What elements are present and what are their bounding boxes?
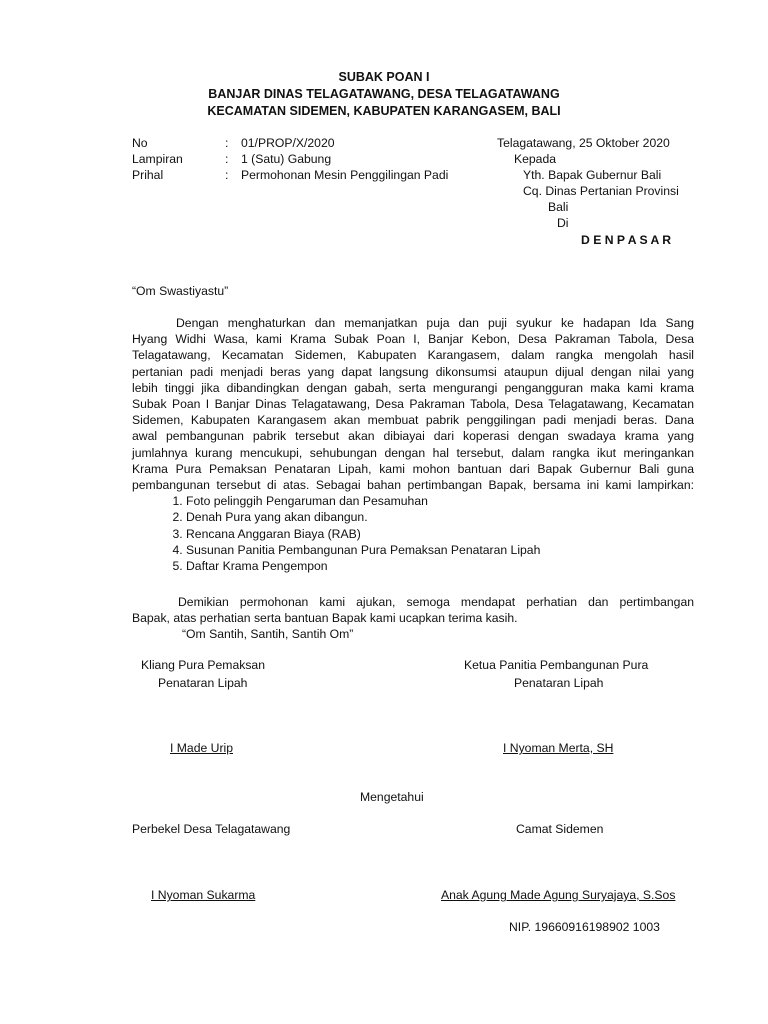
left-signatory-title-2: Penataran Lipah bbox=[158, 676, 248, 690]
right-signatory-name: I Nyoman Merta, SH bbox=[503, 741, 614, 755]
prihal-label: Prihal bbox=[132, 168, 164, 182]
closing-line: Bapak, atas perhatian serta bantuan Bapak kami ucapkan terima kasih. bbox=[132, 611, 518, 625]
perbekel-title: Perbekel Desa Telagatawang bbox=[132, 822, 291, 836]
closing-line: Demikian permohonan kami ajukan, semoga mendapat perhatian dan pertimbangan bbox=[178, 595, 694, 609]
body-line: Telagatawang, Kecamatan Sidemen, Kabupaten Karangasem, dalam rangka mengolah hasil bbox=[132, 348, 694, 363]
no-separator: : bbox=[225, 136, 229, 150]
left-signatory-title-1: Kliang Pura Pemaksan bbox=[141, 658, 265, 672]
place-date: Telagatawang, 25 Oktober 2020 bbox=[497, 136, 670, 150]
recipient-bali: Bali bbox=[548, 200, 569, 214]
camat-title: Camat Sidemen bbox=[516, 822, 604, 836]
body-line: pertanian padi menjadi beras yang dapat langsung dikonsumsi ataupun dijual dengan nilai yang bbox=[132, 364, 694, 379]
body-line: Krama Pura Pemaksan Penataran Lipah, kami mohon bantuan dari Bapak Gubernur Bali guna bbox=[132, 461, 694, 476]
list-item: 5. Daftar Krama Pengempon bbox=[186, 558, 540, 574]
letterhead-line-1: SUBAK POAN I bbox=[338, 70, 430, 84]
letter-number: 01/PROP/X/2020 bbox=[241, 136, 335, 150]
perbekel-name: I Nyoman Sukarma bbox=[151, 888, 256, 902]
body-line: Dengan menghaturkan dan memanjatkan puja dan puji syukur ke hadapan Ida Sang bbox=[176, 316, 694, 330]
list-item: 4. Susunan Panitia Pembangunan Pura Pemaksan Penataran Lipah bbox=[186, 542, 540, 558]
right-signatory-title-1: Ketua Panitia Pembangunan Pura bbox=[464, 658, 649, 672]
body-line: awal pembangunan pabrik tersebut akan dibiayai dari koperasi dengan swadaya krama yang bbox=[132, 429, 694, 444]
body-paragraph bbox=[132, 315, 694, 493]
lampiran-value: 1 (Satu) Gabung bbox=[241, 152, 332, 166]
lampiran-label: Lampiran bbox=[132, 152, 183, 166]
closing-paragraph bbox=[132, 594, 694, 626]
recipient-di: Di bbox=[557, 216, 569, 230]
letterhead-line-2: BANJAR DINAS TELAGATAWANG, DESA TELAGATAWANG bbox=[208, 87, 560, 101]
prihal-separator: : bbox=[225, 168, 229, 182]
camat-nip: NIP. 19660916198902 1003 bbox=[509, 920, 660, 934]
greeting: “Om Swastiyastu” bbox=[132, 284, 229, 298]
recipient-yth: Yth. Bapak Gubernur Bali bbox=[523, 168, 662, 182]
kepada: Kepada bbox=[514, 152, 557, 166]
body-line: Subak Poan I Banjar Dinas Telagatawang, Desa Pakraman Tabola, Desa Telagatawang, Kecamatan bbox=[132, 397, 694, 412]
closing-salutation: “Om Santih, Santih, Santih Om” bbox=[182, 627, 354, 641]
right-signatory-title-2: Penataran Lipah bbox=[514, 676, 604, 690]
body-line: lebih tinggi jika dibandingkan dengan gabah, serta mengurangi pengangguran maka kami krama bbox=[132, 380, 694, 395]
list-item: 2. Denah Pura yang akan dibangun. bbox=[186, 509, 540, 525]
list-item: 3. Rencana Anggaran Biaya (RAB) bbox=[186, 526, 540, 542]
body-line: Sidemen, Kabupaten Karangasem akan membuat pabrik penggilingan padi menjadi beras. Dana bbox=[132, 413, 694, 428]
body-line: Hyang Widhi Wasa, kami Krama Subak Poan I, Banjar Kebon, Desa Pakraman Tabola, Desa bbox=[132, 332, 694, 347]
letterhead-line-3: KECAMATAN SIDEMEN, KABUPATEN KARANGASEM, BALI bbox=[207, 104, 561, 118]
recipient-cq: Cq. Dinas Pertanian Provinsi bbox=[523, 184, 679, 198]
body-line: pembangunan tersebut di atas. Sebagai bahan pertimbangan Bapak, bersama ini kami lampirkan: bbox=[132, 478, 694, 493]
mengetahui: Mengetahui bbox=[360, 790, 424, 804]
list-item: 1. Foto pelinggih Pengaruman dan Pesamuhan bbox=[186, 493, 540, 509]
lampiran-separator: : bbox=[225, 152, 229, 166]
prihal-value: Permohonan Mesin Penggilingan Padi bbox=[241, 168, 449, 182]
recipient-city: D E N P A S A R bbox=[581, 233, 672, 247]
camat-name: Anak Agung Made Agung Suryajaya, S.Sos bbox=[441, 888, 676, 902]
left-signatory-name: I Made Urip bbox=[170, 741, 233, 755]
no-label: No bbox=[132, 136, 148, 150]
body-line: jumlahnya kurang mencukupi, sehubungan dengan hal tersebut, dalam rangka ikut meringankan bbox=[132, 445, 694, 460]
attachment-list bbox=[150, 493, 540, 574]
